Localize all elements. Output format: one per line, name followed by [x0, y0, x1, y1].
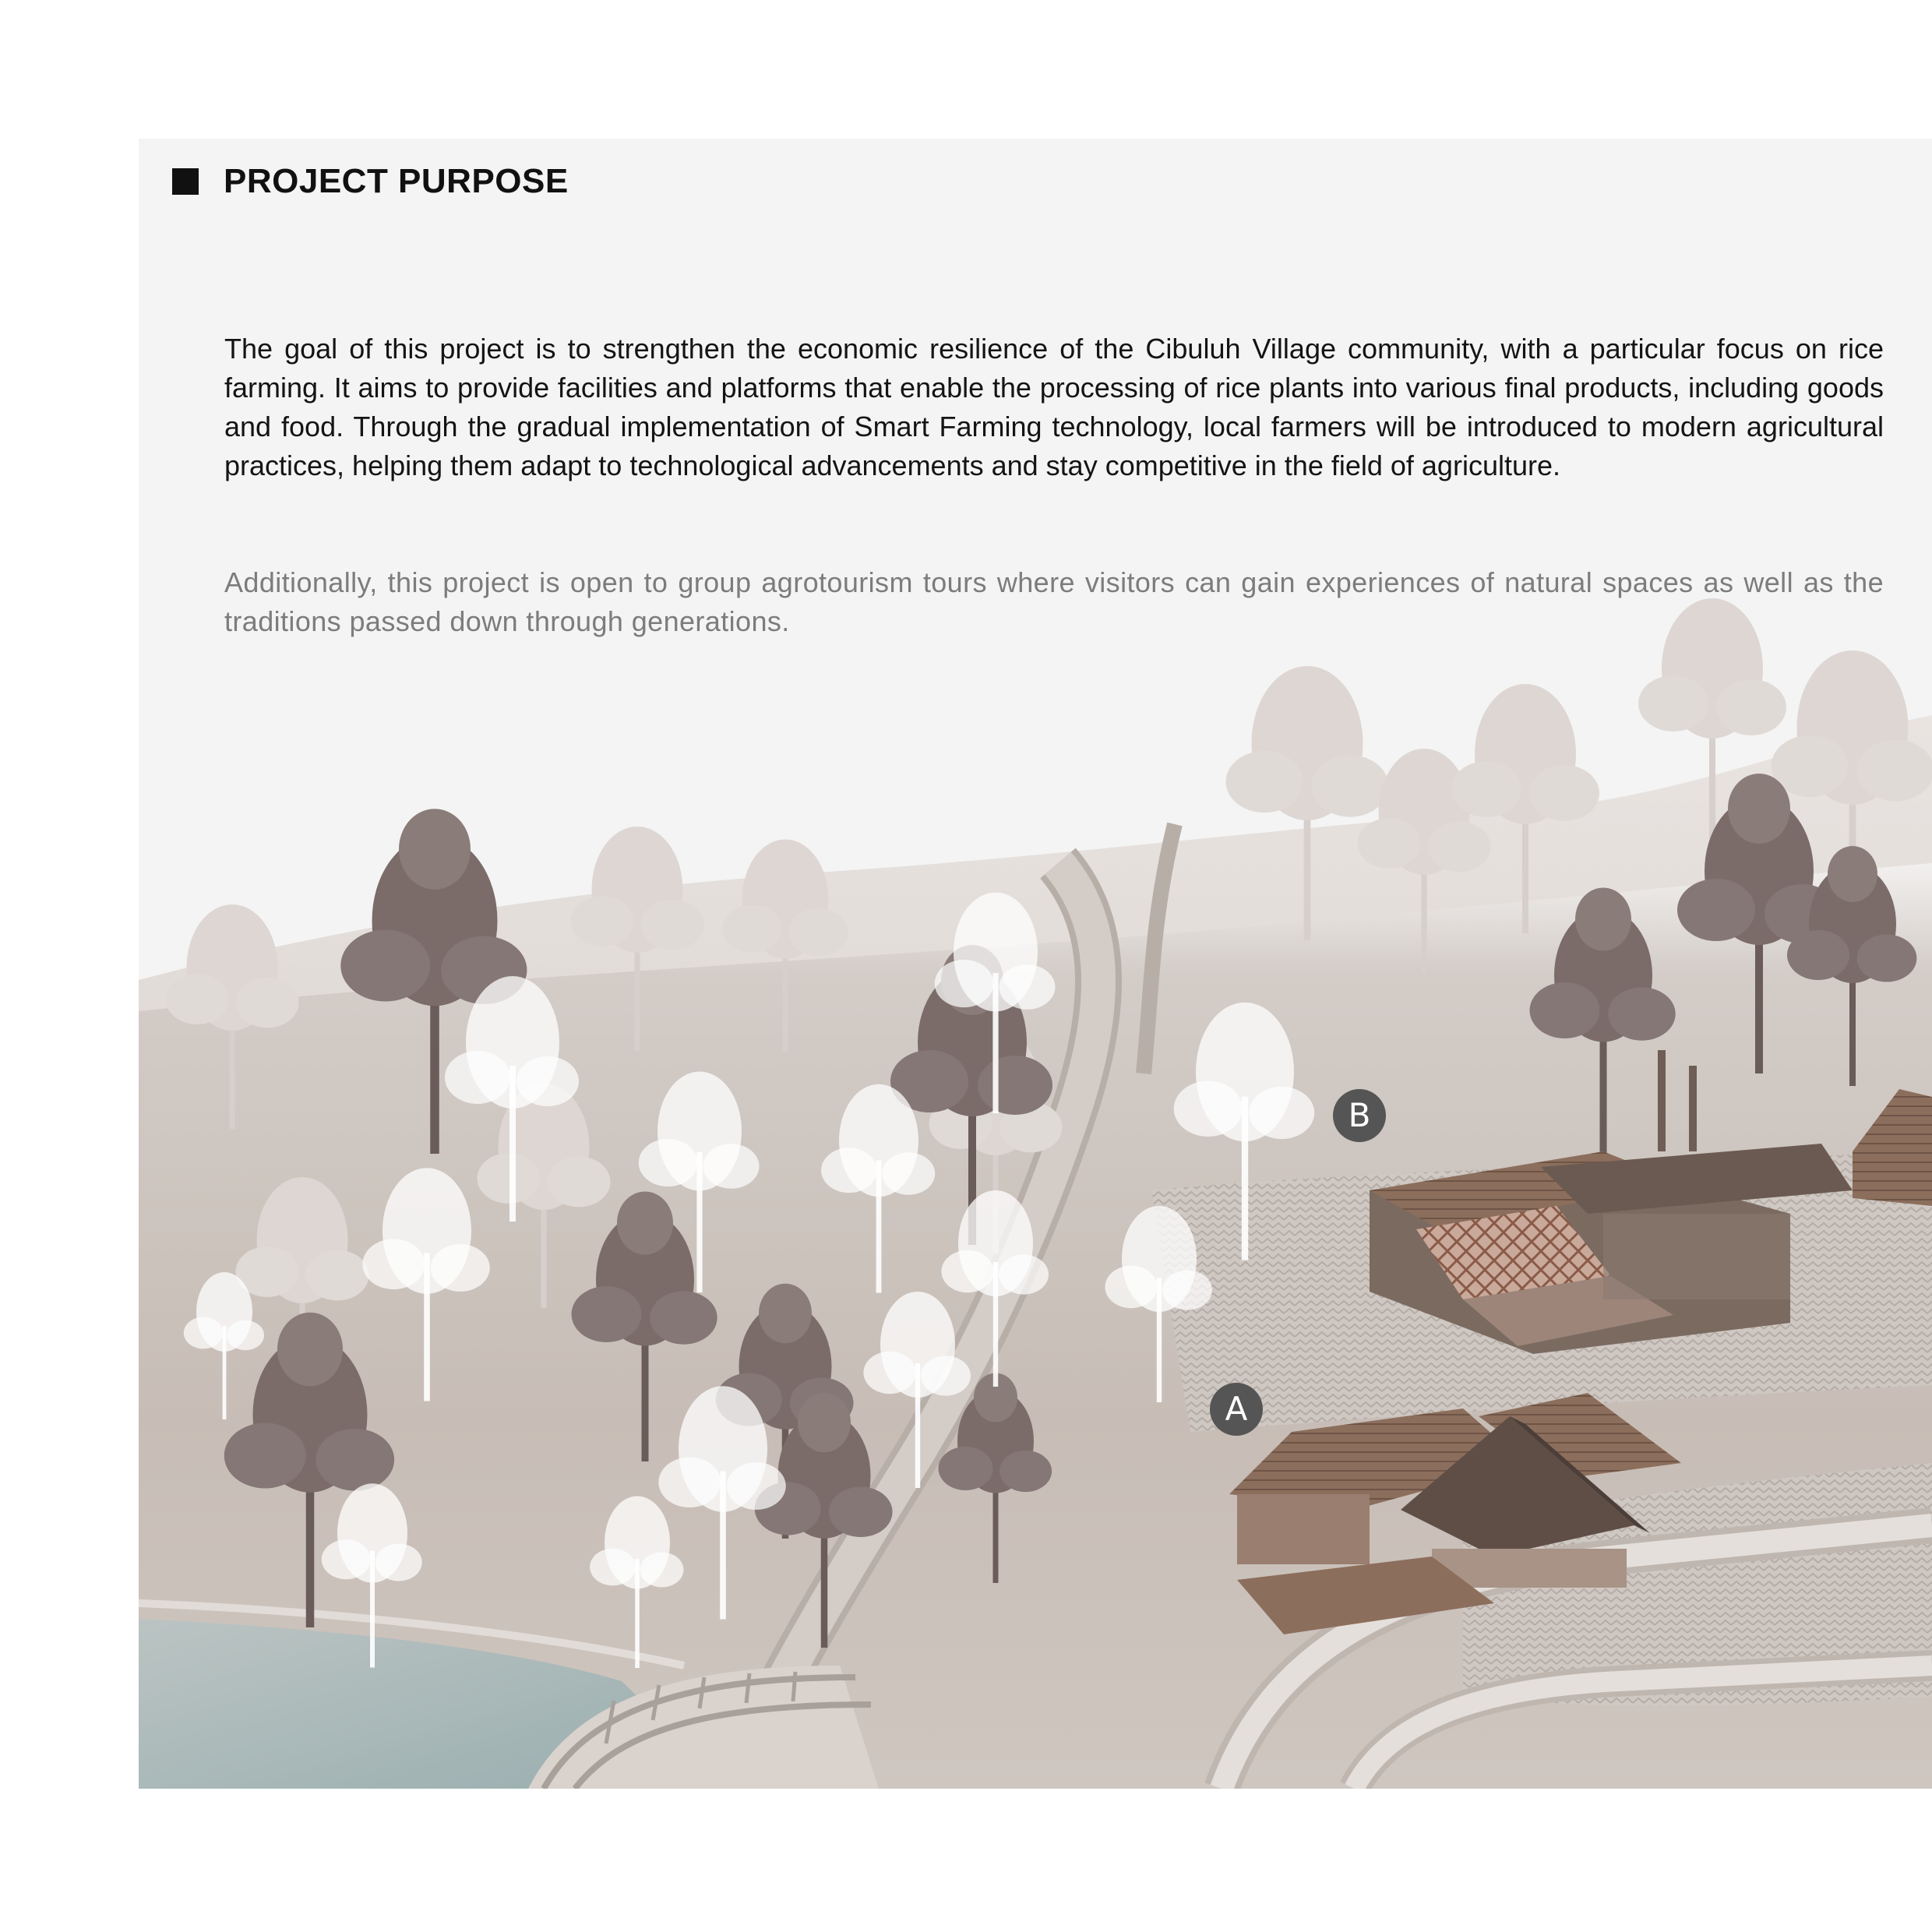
marker-b: B — [1333, 1089, 1386, 1142]
marker-a: A — [1210, 1383, 1263, 1436]
heading-bullet-icon — [172, 168, 199, 195]
section-title: PROJECT PURPOSE — [224, 162, 569, 200]
content-panel — [139, 139, 1932, 1789]
goal-paragraph: The goal of this project is to strengthen the economic resilience of the Cibuluh Village community, with a particular focus on rice farming. It aims to provide facilities and platforms that enable the processing of rice plants into various final products, including goods and food. Through the gradual implementation of Smart Farming technology, local farmers will be introduced to modern agricultural practices, helping them adapt to technological advancements and stay competitive in the field of agriculture. — [224, 333, 1884, 481]
section-heading — [172, 162, 569, 201]
agrotourism-paragraph: Additionally, this project is open to group agrotourism tours where visitors can gain experiences of natural spaces as well as the traditions passed down through generations. — [224, 566, 1884, 637]
